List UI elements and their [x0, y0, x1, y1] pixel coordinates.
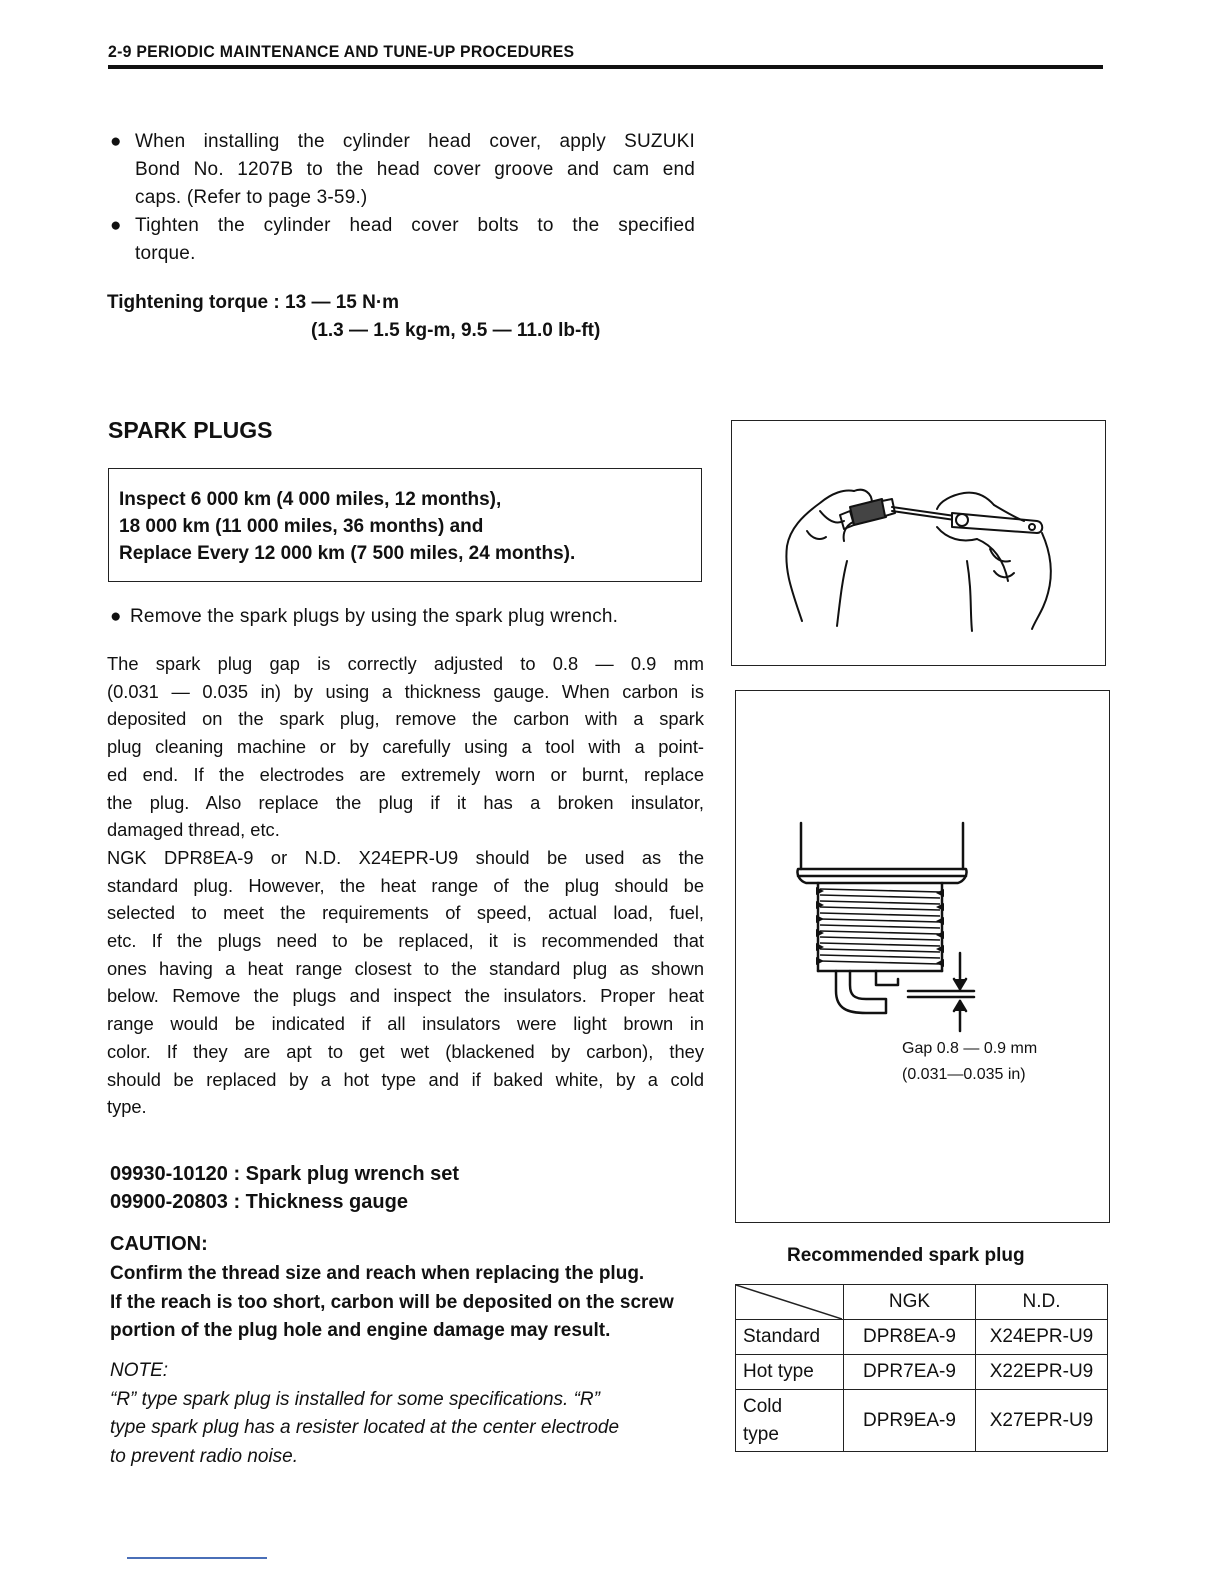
torque-value-nm: 13 — 15 N·m	[285, 292, 400, 313]
bullet-text-line: Bond No. 1207B to the head cover groove and cam end	[135, 159, 695, 180]
table-corner-cell	[736, 1285, 844, 1320]
gap-spec-mm: Gap 0.8 — 0.9 mm	[902, 1040, 1038, 1057]
gap-spec-in: (0.031—0.035 in)	[902, 1066, 1026, 1083]
row-ngk: DPR7EA-9	[844, 1355, 976, 1390]
bullet-dot: ●	[110, 215, 122, 236]
body-line: type.	[107, 1096, 147, 1118]
row-type-line: type	[743, 1423, 779, 1445]
body-line: The spark plug gap is correctly adjusted to 0.8 — 0.9 mm	[107, 653, 704, 674]
section-title: SPARK PLUGS	[108, 417, 273, 443]
tool-name: Spark plug wrench set	[245, 1163, 460, 1185]
table-header-ngk: NGK	[844, 1285, 976, 1320]
plug-table-title: Recommended spark plug	[787, 1245, 1025, 1266]
body-line: the plug. Also replace the plug if it has a broken insulator,	[107, 791, 704, 813]
bullet-text-line: When installing the cylinder head cover, apply SUZUKI	[135, 131, 695, 152]
body-line: ones having a heat range closest to the standard plug as shown	[107, 957, 704, 979]
tool-thickness-gauge: 09900-20803 : Thickness gauge	[110, 1191, 408, 1213]
table-row	[736, 1355, 1108, 1390]
bullet-text-line: caps. (Refer to page 3-59.)	[135, 187, 368, 208]
body-line: color. If they are apt to get wet (blackened by carbon), they	[107, 1040, 704, 1062]
caution-line: Confirm the thread size and reach when replacing the plug.	[110, 1263, 645, 1284]
body-line: below. Remove the plugs and inspect the insulators. Proper heat	[107, 985, 704, 1007]
bullet-dot: ●	[110, 131, 122, 152]
recommended-plug-table	[735, 1284, 1108, 1452]
inspection-interval-box	[108, 468, 702, 582]
body-line: ed end. If the electrodes are extremely worn or burnt, replace	[107, 763, 704, 785]
note-line: “R” type spark plug is installed for some specifications. “R”	[110, 1388, 600, 1410]
tool-spark-plug-wrench: 09930-10120 : Spark plug wrench set	[110, 1163, 460, 1185]
note-line: to prevent radio noise.	[110, 1445, 299, 1467]
bottom-rule	[127, 1557, 267, 1559]
spark-plug-body-text	[107, 650, 704, 1121]
bullet-dot: ●	[110, 606, 122, 627]
note-block	[110, 1357, 706, 1471]
body-line: selected to meet the requirements of speed, actual load, fuel,	[107, 902, 704, 924]
caution-line: portion of the plug hole and engine damage may result.	[110, 1320, 611, 1341]
header-rule	[108, 65, 1103, 69]
tool-name: Thickness gauge	[245, 1191, 408, 1213]
caution-title: CAUTION:	[110, 1233, 208, 1255]
table-header-nd: N.D.	[976, 1285, 1108, 1320]
note-line: type spark plug has a resister located at the center electrode	[110, 1417, 620, 1438]
row-type: Standard	[736, 1320, 844, 1355]
body-line: should be replaced by a hot type and if baked white, by a cold	[107, 1068, 704, 1090]
body-line: deposited on the spark plug, remove the carbon with a spark	[107, 708, 704, 730]
tool-code: 09930-10120	[110, 1163, 228, 1185]
figure-spark-plug-gap	[735, 690, 1110, 1223]
torque-label: Tightening torque	[107, 292, 269, 313]
bullet-text-line: Remove the spark plugs by using the spark plug wrench.	[130, 606, 619, 627]
diagonal-divider	[736, 1285, 842, 1319]
bullet-text-line: Tighten the cylinder head cover bolts to the specified	[135, 215, 695, 236]
page-header-title: 2-9 PERIODIC MAINTENANCE AND TUNE-UP PROCEDURES	[108, 42, 575, 61]
body-line: damaged thread, etc.	[107, 819, 280, 841]
body-line: (0.031 — 0.035 in) by using a thickness gauge. When carbon is	[107, 680, 704, 702]
torque-value-alt: (1.3 — 1.5 kg-m, 9.5 — 11.0 lb-ft)	[311, 320, 601, 341]
bullet-text-line: torque.	[135, 243, 196, 264]
spark-plug-diagram	[736, 691, 1108, 1221]
caution-line: If the reach is too short, carbon will be deposited on the screw	[110, 1291, 674, 1313]
table-row	[736, 1390, 1108, 1452]
row-nd: X27EPR-U9	[976, 1390, 1108, 1452]
tool-code: 09900-20803	[110, 1191, 228, 1213]
row-nd: X24EPR-U9	[976, 1320, 1108, 1355]
body-line: range would be indicated if all insulators were light brown in	[107, 1013, 704, 1035]
body-line: NGK DPR8EA-9 or N.D. X24EPR-U9 should be used as the	[107, 846, 704, 868]
caution-text	[110, 1260, 706, 1346]
interval-line: Inspect 6 000 km (4 000 miles, 12 months),	[119, 489, 502, 510]
table-header-row	[736, 1285, 1108, 1320]
hands-gauge-illustration	[732, 421, 1104, 664]
row-ngk: DPR9EA-9	[844, 1390, 976, 1452]
row-type	[736, 1390, 844, 1452]
body-line: etc. If the plugs need to be replaced, it is recommended that	[107, 930, 704, 952]
table-row	[736, 1320, 1108, 1355]
note-title: NOTE:	[110, 1360, 169, 1381]
bullet-tighten-bolts	[110, 212, 700, 268]
row-ngk: DPR8EA-9	[844, 1320, 976, 1355]
row-type-line: Cold	[743, 1395, 783, 1417]
bullet-install-cover	[110, 128, 700, 212]
body-line: standard plug. However, the heat range of the plug should be	[107, 874, 704, 896]
row-type: Hot type	[736, 1355, 844, 1390]
interval-line: Replace Every 12 000 km (7 500 miles, 24 months).	[119, 543, 576, 564]
bullet-remove-plugs	[110, 603, 710, 631]
torque-spec: Tightening torque : 13 — 15 N·m	[107, 292, 400, 313]
row-nd: X22EPR-U9	[976, 1355, 1108, 1390]
figure-gap-measurement	[731, 420, 1106, 666]
interval-line: 18 000 km (11 000 miles, 36 months) and	[119, 516, 484, 537]
body-line: plug cleaning machine or by carefully using a tool with a point-	[107, 736, 704, 758]
